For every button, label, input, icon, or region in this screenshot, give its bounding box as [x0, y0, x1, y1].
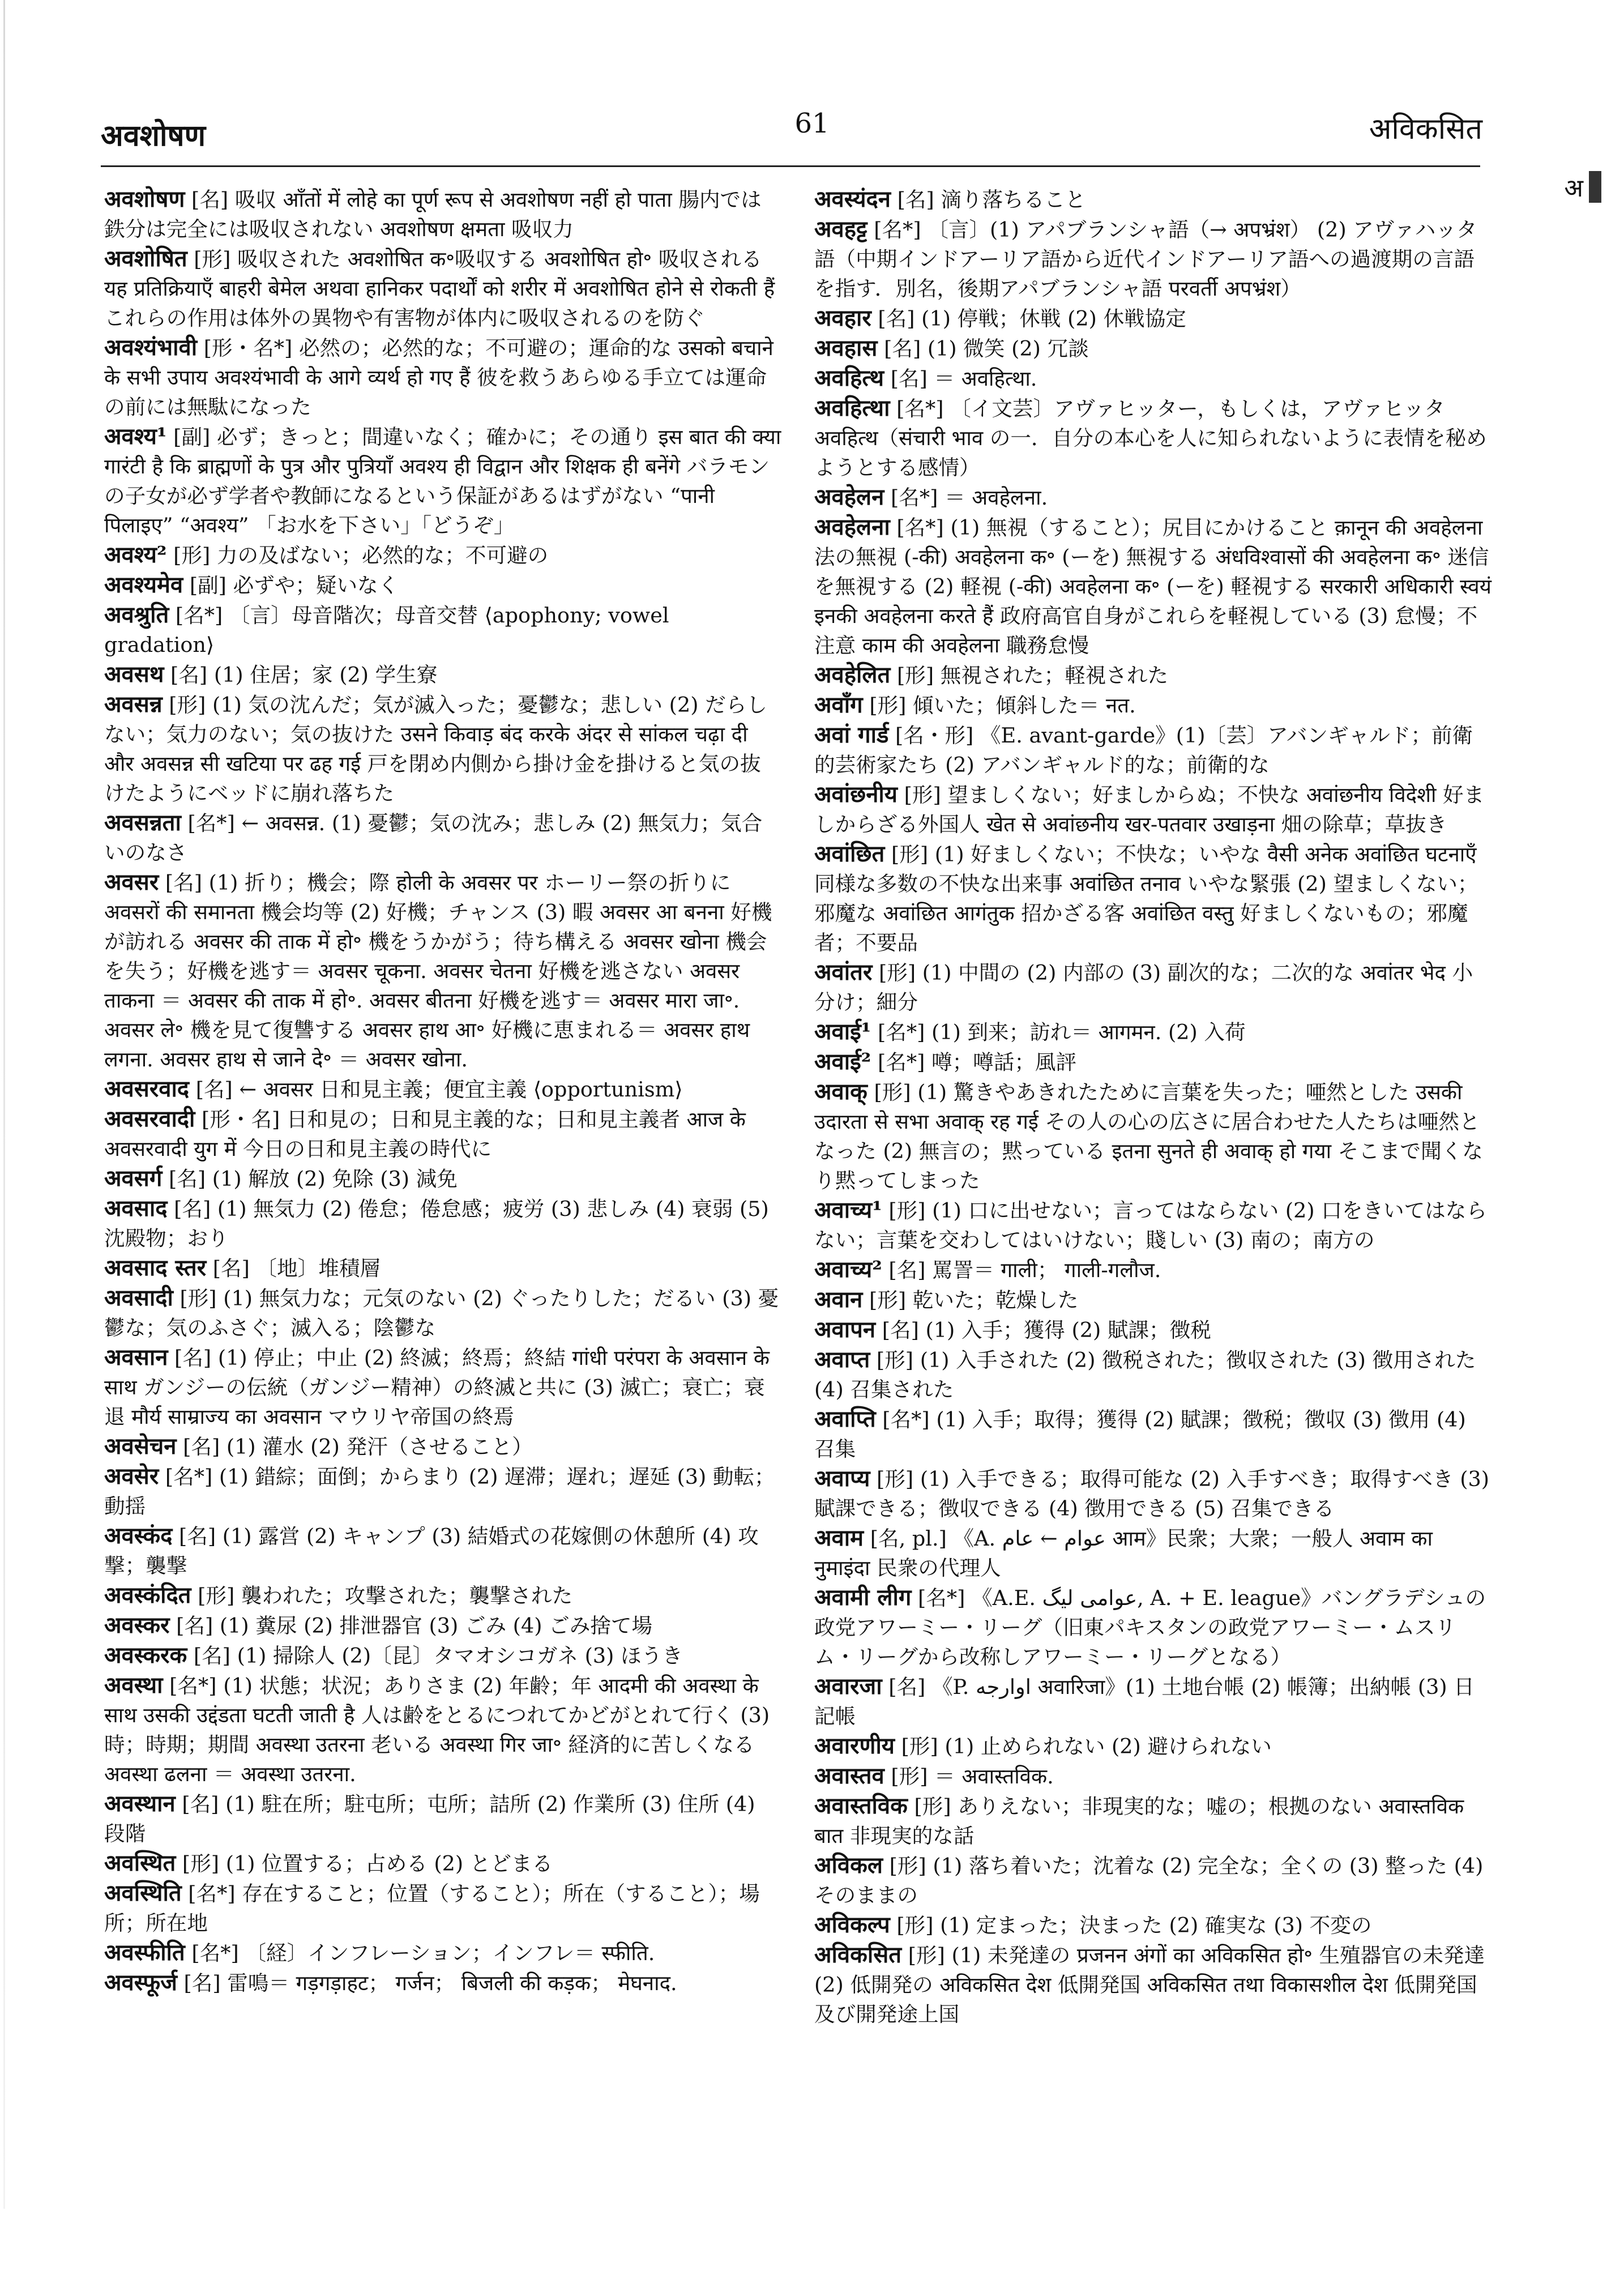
right-guideword: अविकसित [1369, 112, 1482, 146]
entry-definition: (1) 停止；中止 (2) 終滅；終焉；終結 गांधी परंपरा के अवसान के साथ ガンジーの伝統（ガンジー精神）の終滅と共に (3) 滅亡；衰亡；衰退 मौर्य साम्राज्य का अवसान マウリヤ帝国の終焉 [104, 1346, 770, 1429]
entry-headword: अवसेर [104, 1463, 159, 1489]
entry-headword: अवास्तव [814, 1762, 884, 1789]
entry-definition: ＝ अवहित्था. [934, 366, 1037, 391]
entry-headword: अवहेलना [814, 514, 890, 540]
dictionary-entry [104, 1343, 781, 1432]
entry-definition: (1) 入手できる；取得可能な (2) 入手すべき；取得すべき (3) 賦課できる；徴収できる (4) 徴用できる (5) 召集できる [814, 1467, 1490, 1521]
entry-definition: 〔言〕母音階次；母音交替 ⟨apophony; vowel gradation⟩ [104, 603, 669, 657]
entry-headword: अवस्था [104, 1672, 163, 1698]
entry-part-of-speech: [名] [178, 1524, 216, 1548]
dictionary-entry [814, 958, 1491, 1017]
entry-definition: (1) 入手；取得；獲得 (2) 賦課；徴税；徴収 (3) 徴用 (4) 召集 [814, 1407, 1466, 1461]
entry-definition: 無視された；軽視された [940, 663, 1169, 688]
entry-part-of-speech: [名*] [175, 603, 223, 628]
dictionary-entry [814, 690, 1491, 720]
entry-part-of-speech: [名] [182, 1792, 219, 1816]
entry-part-of-speech: [形] [869, 693, 907, 718]
entry-definition: (1) 無気力な；元気のない (2) ぐったりした；だるい (3) 憂鬱な；気のふさぐ；滅入る；陰鬱な [104, 1286, 779, 1340]
dictionary-entry [814, 1583, 1491, 1672]
entry-definition: (1) 折り；機会；際 होली के अवसर पर ホーリー祭の折りに अवसरों की समानता 機会均等 (2) 好機；チャンス (3) 暇 अवसर आ बनना 好機が訪れる अवसर की ताक में हो॰ 機をうかがう；待ち構える अवसर खोना 機会を失う；好機を逃す＝ अवसर चूकना. अवसर चेतना 好機を逃さない अवसर ताकना ＝ अवसर की ताक में हो॰. अवसर बीतना 好機を逃す＝ अवसर मारा जा॰. अवसर ले॰ 機を見て復讐する अवसर हाथ आ॰ 好機に恵まれる＝ अवसर हाथ लगना. अवसर हाथ से जाने दे॰ ＝ अवसर खोना. [104, 870, 772, 1072]
entry-definition: (1) 止められない (2) 避けられない [945, 1734, 1272, 1759]
entry-headword: अवाई¹ [814, 1018, 871, 1045]
dictionary-entry [104, 1611, 781, 1641]
entry-definition: ありえない；非現実的な；嘘の；根拠のない अवास्तविक बात 非現実的な話 [814, 1794, 1464, 1848]
entry-part-of-speech: [形] [182, 1851, 220, 1876]
entry-definition: (1) 灌水 (2) 発汗（させること） [226, 1435, 533, 1459]
dictionary-entry [814, 1761, 1491, 1791]
entry-definition: (1) 微笑 (2) 冗談 [927, 336, 1089, 361]
dictionary-entry [814, 1523, 1491, 1583]
entry-definition: ← अवसर 日和見主義；便宜主義 ⟨opportunism⟩ [239, 1077, 683, 1102]
entry-headword: अवसर [104, 869, 159, 895]
dictionary-entry [814, 660, 1491, 690]
dictionary-entry [814, 1464, 1491, 1523]
entry-headword: अवसादी [104, 1284, 173, 1311]
entry-headword: अवाप्ति [814, 1406, 876, 1432]
entry-headword: अवश्य¹ [104, 423, 167, 450]
entry-headword: अवाप्त [814, 1346, 870, 1373]
entry-headword: अवहट्ट [814, 216, 867, 242]
entry-definition: 力の及ばない；必然的な；不可避の [216, 543, 549, 567]
dictionary-entry [104, 1521, 781, 1581]
entry-definition: (1) 停戦；休戦 (2) 休戦協定 [921, 306, 1186, 331]
entry-part-of-speech: [形] [194, 247, 231, 271]
entry-part-of-speech: [名] [890, 366, 928, 391]
dictionary-entry [814, 185, 1491, 215]
entry-definition: 望ましくない；好ましからぬ；不快な अवांछनीय विदेशी 好ましからざる外国人 खेत से अवांछनीय खर-पतवार उखाड़ना 畑の除草；草抜き [814, 783, 1485, 836]
page-number: 61 [794, 108, 830, 139]
entry-headword: अवहार [814, 305, 871, 331]
entry-definition: 必ずや；疑いなく [233, 573, 399, 597]
entry-headword: अवस्यंदन [814, 186, 891, 212]
dictionary-entry [104, 1671, 781, 1789]
entry-definition: (1) 入手された (2) 徴税された；徴収された (3) 徴用された (4) 召集された [814, 1348, 1476, 1402]
entry-headword: अवहास [814, 335, 878, 361]
entry-definition: (1) 落ち着いた；沈着な (2) 完全な；全くの (3) 整った (4) そのままの [814, 1854, 1484, 1907]
entry-headword: अवसाद [104, 1195, 168, 1222]
dictionary-entry [104, 244, 781, 333]
entry-headword: अवसरवादी [104, 1106, 195, 1132]
entry-headword: अवस्फूर्ज [104, 1969, 177, 1996]
entry-definition: (1) 解放 (2) 免除 (3) 減免 [212, 1167, 458, 1191]
entry-headword: अवशोषण [104, 186, 185, 212]
entry-definition: (1) 中間の (2) 内部の (3) 副次的な；二次的な अवांतर भेद 小分け；細分 [814, 961, 1473, 1014]
entry-part-of-speech: [名*] [874, 217, 921, 242]
dictionary-entry [104, 570, 781, 600]
entry-definition: (1) 気の沈んだ；気が滅入った；憂鬱な；悲しい (2) だらしない；気力のない；気の抜けた उसने किवाड़ बंद करके अंदर से सांकल चढ़ा दी और अवसन्न सी खटिया पर ढह गई 戸を閉め内側から掛け金を掛けると気の抜けたようにベッドに崩れ落ちた [104, 693, 767, 805]
entry-headword: अवाच्य¹ [814, 1197, 882, 1223]
entry-part-of-speech: [名] [193, 1644, 230, 1668]
dictionary-entry [814, 1047, 1491, 1077]
entry-definition: (1) 錯綜；面倒；からまり (2) 遅滞；遅れ；遅延 (3) 動転；動揺 [104, 1465, 775, 1518]
dictionary-entry [104, 868, 781, 1074]
dictionary-entry [814, 1791, 1491, 1851]
dictionary-entry [814, 483, 1491, 513]
entry-part-of-speech: [名*] [896, 396, 944, 421]
dictionary-entry [104, 185, 781, 244]
entry-part-of-speech: [名*] [165, 1465, 213, 1489]
dictionary-entry [104, 1581, 781, 1611]
entry-headword: अवाक् [814, 1078, 867, 1105]
entry-definition: 〔言〕(1) アパブランシャ語（→ अपभ्रंश） (2) アヴァハッタ語（中期インドアーリア語から近代インドアーリア語への過渡期の言語を指す．別名，後期アパブランシャ語 परवर्ती अपभ्रंश） [814, 217, 1477, 301]
entry-part-of-speech: [形] [889, 1854, 926, 1878]
entry-definition: (1) 口に出せない；言ってはならない (2) 口をきいてはならない；言葉を交わしてはいけない；賤しい (3) 南の；南方の [814, 1198, 1487, 1252]
entry-part-of-speech: [形・名*] [203, 336, 293, 360]
entry-definition: (1) 定まった；決まった (2) 確実な (3) 不変の [940, 1913, 1372, 1937]
entry-part-of-speech: [名*] [877, 1050, 925, 1074]
entry-headword: अवसन्नता [104, 809, 181, 836]
entry-part-of-speech: [副] [189, 573, 226, 597]
entry-part-of-speech: [名] [191, 187, 229, 212]
dictionary-entry [104, 690, 781, 808]
entry-definition: 滴り落ちること [941, 187, 1086, 212]
entry-headword: अवश्रुति [104, 601, 169, 628]
entry-definition: ＝ अवहेलना. [945, 485, 1048, 510]
entry-part-of-speech: [形] [891, 1764, 928, 1789]
entry-definition: (1) 露営 (2) キャンプ (3) 結婚式の花嫁側の休憩所 (4) 攻撃；襲撃 [104, 1524, 759, 1578]
entry-headword: अवसाद स्तर [104, 1254, 207, 1281]
entry-definition: (1) 糞尿 (2) 排泄器官 (3) ごみ (4) ごみ捨て場 [219, 1614, 653, 1638]
entry-part-of-speech: [名] [878, 306, 915, 331]
entry-part-of-speech: [形] [878, 961, 916, 985]
entry-part-of-speech: [名] [165, 870, 202, 895]
entry-definition: (1) 未発達の प्रजनन अंगों का अविकसित हो॰ 生殖器官の未発達 (2) 低開発の अविकसित देश 低開発国 अविकसित तथा विकासशील देश 低開発国及び開発途上国 [814, 1943, 1485, 2026]
entry-headword: अवास्तविक [814, 1792, 908, 1819]
dictionary-entry [104, 660, 781, 690]
dictionary-entry [104, 422, 781, 540]
dictionary-entry [104, 1879, 781, 1938]
entry-definition: (1) 無気力 (2) 倦怠；倦怠感；疲労 (3) 悲しみ (4) 衰弱 (5) 沈殿物；おり [104, 1197, 769, 1250]
entry-part-of-speech: [名] [170, 663, 208, 687]
entry-definition: 《A.E. عوامی لیگ, A. + E. league》バングラデシュの政党アワーミー・リーグ（旧東パキスタンの政党アワーミー・ムスリム・リーグから改称しアワーミー・リーグとなる） [814, 1586, 1486, 1669]
entry-part-of-speech: [形] [896, 663, 934, 688]
entry-part-of-speech: [名] [174, 1346, 212, 1370]
entry-definition: 吸収 आँतों में लोहे का पूर्ण रूप से अवशोषण नहीं हो पाता 腸内では鉄分は完全には吸収されない अवशोषण क्षमता 吸収力 [104, 187, 762, 241]
entry-headword: अविकल्प [814, 1911, 890, 1938]
dictionary-entry [814, 1910, 1491, 1940]
left-guideword: अवशोषण [101, 118, 206, 153]
page-header [0, 108, 1624, 159]
right-column [814, 185, 1491, 2029]
dictionary-entry [104, 600, 781, 660]
entry-part-of-speech: [形] [914, 1794, 951, 1819]
entry-part-of-speech: [名*] [187, 811, 235, 835]
dictionary-entry [104, 333, 781, 422]
entry-definition: 襲われた；攻撃された；襲撃された [241, 1584, 573, 1608]
entry-part-of-speech: [名*] [877, 1020, 925, 1044]
entry-part-of-speech: [名] [183, 1971, 221, 1995]
dictionary-entry [104, 1074, 781, 1104]
entry-part-of-speech: [名*] [188, 1881, 236, 1906]
dictionary-entry [104, 1164, 781, 1194]
entry-headword: अवांतर [814, 959, 873, 985]
entry-headword: अवामी लीग [814, 1584, 912, 1611]
dictionary-entry [814, 1731, 1491, 1761]
entry-headword: अवस्थित [104, 1850, 176, 1876]
entry-headword: अवारणीय [814, 1732, 895, 1759]
entry-part-of-speech: [名] [174, 1197, 211, 1221]
entry-headword: अवस्करक [104, 1642, 187, 1668]
dictionary-entry [104, 1253, 781, 1283]
entry-part-of-speech: [形] [874, 1080, 911, 1104]
entry-headword: अवहेलित [814, 661, 891, 688]
section-letter: अ [1564, 174, 1583, 203]
entry-headword: अवस्फीति [104, 1939, 185, 1966]
entry-part-of-speech: [名*] [918, 1586, 965, 1610]
entry-part-of-speech: [形] [173, 543, 211, 567]
dictionary-entry [814, 1077, 1491, 1196]
entry-definition: 必然の；必然的な；不可避の；運命的な उसको बचाने के सभी उपाय अवश्यंभावी के आगे व्यर्थ हो गए हैं 彼を救うあらゆる手立ては運命の前には無駄になった [104, 336, 773, 419]
entry-definition: 《P. اوارجه अवारिजा》(1) 土地台帳 (2) 帳簿；出納帳 (3) 日記帳 [814, 1675, 1475, 1728]
dictionary-entry [104, 1432, 781, 1462]
entry-headword: अवांछनीय [814, 781, 898, 808]
entry-definition: 雷鳴＝ गड़गड़ाहट； गर्जन； बिजली की कड़क； मेघनाद. [227, 1971, 677, 1995]
dictionary-entry [104, 1104, 781, 1164]
dictionary-entry [814, 1196, 1491, 1255]
entry-definition: (1) 駐在所；駐屯所；屯所；詰所 (2) 作業所 (3) 住所 (4) 段階 [104, 1792, 755, 1846]
dictionary-entry [814, 1940, 1491, 2029]
entry-headword: अवहित्थ [814, 365, 884, 391]
entry-headword: अवश्यंभावी [104, 334, 198, 361]
entry-definition: (1) 掃除人 (2)〔昆〕タマオシコガネ (3) ほうき [237, 1644, 683, 1668]
entry-headword: अवाम [814, 1525, 864, 1551]
entry-part-of-speech: [形] [908, 1943, 945, 1967]
entry-part-of-speech: [名] [888, 1675, 926, 1699]
dictionary-entry [814, 334, 1491, 364]
entry-part-of-speech: [名] [195, 1077, 233, 1102]
entry-part-of-speech: [名] [884, 336, 921, 361]
entry-definition: 乾いた；乾燥した [912, 1288, 1079, 1312]
entry-headword: अविकसित [814, 1941, 902, 1968]
entry-part-of-speech: [副] [173, 425, 211, 449]
entry-part-of-speech: [形] [169, 693, 206, 717]
dictionary-entry [814, 1017, 1491, 1047]
dictionary-entry [814, 215, 1491, 304]
entry-definition: ＝ अवास्तविक. [934, 1764, 1054, 1789]
entry-definition: ← अवसन्न. (1) 憂鬱；気の沈み；悲しみ (2) 無気力；気合いのなさ [104, 811, 763, 865]
entry-headword: अवस्कंदित [104, 1582, 191, 1608]
dictionary-entry [104, 808, 781, 868]
entry-part-of-speech: [形] [888, 1198, 926, 1223]
entry-headword: अवस्थान [104, 1790, 176, 1817]
entry-definition: 〔経〕インフレーション；インフレ＝ स्फीति. [245, 1941, 655, 1965]
entry-part-of-speech: [形] [891, 842, 929, 867]
entry-part-of-speech: [形] [876, 1348, 914, 1372]
entry-part-of-speech: [名] [212, 1256, 250, 1281]
entry-definition: 存在すること；位置（すること）；所在（すること）；場所；所在地 [104, 1881, 760, 1935]
entry-headword: अवसन्न [104, 691, 163, 718]
dictionary-entry [814, 1672, 1491, 1731]
dictionary-entry [814, 720, 1491, 780]
entry-part-of-speech: [形] [180, 1286, 217, 1311]
dictionary-entry [814, 1285, 1491, 1315]
entry-definition: (1) 好ましくない；不快な；いやな वैसी अनेक अवांछित घटनाएँ 同様な多数の不快な出来事 अवांछित तनाव いやな緊張 (2) 望ましくない；邪魔な अवांछित आगंतुक 招かざる客 अवांछित वस्तु 好ましくないもの；邪魔者；不要品 [814, 842, 1478, 955]
entry-part-of-speech: [名] [169, 1167, 206, 1191]
dictionary-entry [814, 1405, 1491, 1464]
entry-definition: (1) 無視（すること）；尻目にかけること क़ानून की अवहेलना 法の無視 (-की) अवहेलना क॰ (ーを) 無視する अंधविश्वासों की अवहेलना क॰ 迷信を無視する (2) 軽視 (-की) अवहेलना क॰ (ーを) 軽視する सरकारी अधिकारी स्वयं इनकी अवहेलना करते हैं 政府高官自身がこれらを軽視している (3) 怠慢；不注意 काम की अवहेलना 職務怠慢 [814, 515, 1491, 658]
entry-definition: (1) 住居；家 (2) 学生寮 [213, 663, 438, 687]
entry-headword: अवापन [814, 1316, 876, 1343]
dictionary-entry [104, 1968, 781, 1998]
dictionary-entry [814, 1851, 1491, 1910]
entry-definition: 〔イ文芸〕アヴァヒッター，もしくは，アヴァヒッタ अवहित्थ（संचारी भाव の一．自分の本心を人に知られないように表情を秘めようとする感情） [814, 396, 1487, 480]
dictionary-entry [814, 1255, 1491, 1285]
entry-headword: अवाच्य² [814, 1256, 882, 1283]
entry-headword: अवस्कंद [104, 1522, 173, 1549]
entry-headword: अवाँग [814, 692, 863, 718]
entry-definition: 吸収された अवशोषित क॰吸収する अवशोषित हो॰ 吸収される यह प्रतिक्रियाएँ बाहरी बेमेल अथवा हानिकर पदार्थों को शरीर में अवशोषित होने से रोकती हैं これらの作用は体外の異物や有害物が体内に吸収されるのを防ぐ [104, 247, 775, 330]
entry-definition: (1) 驚きやあきれたために言葉を失った；唖然とした उसकी उदारता से सभा अवाक् रह गई その人の心の広さに居合わせた人たちは唖然となった (2) 無言の；黙っている इतना सुनते ही अवाक् हो गया そこまで聞くなり黙ってしまった [814, 1080, 1483, 1193]
entry-part-of-speech: [形] [901, 1734, 938, 1759]
entry-headword: अवां गार्ड [814, 722, 889, 748]
dictionary-entry [104, 1938, 781, 1968]
entry-headword: अवसर्ग [104, 1165, 163, 1192]
entry-part-of-speech: [名] [897, 187, 934, 212]
entry-part-of-speech: [形] [198, 1584, 235, 1608]
entry-headword: अवसथ [104, 661, 164, 688]
entry-headword: अवश्य² [104, 541, 167, 568]
entry-definition: 日和見の；日和見主義的な；日和見主義者 आज के अवसरवादी युग में 今日の日和見主義の時代に [104, 1107, 746, 1161]
section-thumb-tab [1564, 170, 1601, 204]
entry-definition: (1) 到来；訪れ＝ आगमन. (2) 入荷 [931, 1020, 1246, 1044]
dictionary-entry [104, 1849, 781, 1879]
entry-headword: अवसान [104, 1344, 168, 1371]
entry-part-of-speech: [形] [896, 1913, 934, 1937]
entry-part-of-speech: [形] [904, 783, 941, 807]
dictionary-entry [814, 513, 1491, 660]
dictionary-entry [104, 1462, 781, 1521]
dictionary-entry [814, 780, 1491, 839]
entry-part-of-speech: [名*] [891, 485, 938, 510]
entry-part-of-speech: [名, pl.] [870, 1526, 947, 1551]
dictionary-entry [104, 1194, 781, 1253]
dictionary-entry [814, 1345, 1491, 1405]
entry-part-of-speech: [名] [882, 1318, 919, 1342]
entry-definition: 必ず；きっと；間違いなく；確かに；その通り इस बात की क्या गारंटी है कि ब्राह्मणों के पुत्र और पुत्रियाँ अवश्य ही विद्वान और शिक्षक ही बनेंगे バラモンの子女が必ず学者や教師になるという保証があるはずがない “पानी पिलाइए” “अवश्य” 「お水を下さい」「どうぞ」 [104, 425, 781, 537]
entry-definition: 罵詈＝ गाली； गाली-गलौज. [932, 1258, 1161, 1282]
entry-definition: 〔地〕堆積層 [256, 1256, 381, 1281]
entry-definition: 《E. avant-garde》(1)〔芸〕アバンギャルド；前衛的芸術家たち (2) アバンギャルド的な；前衛的な [814, 723, 1473, 777]
binding-edge [3, 0, 5, 2209]
left-column [104, 185, 781, 1998]
entry-headword: अवस्थिति [104, 1880, 182, 1906]
header-rule [101, 165, 1480, 167]
dictionary-entry [814, 394, 1491, 483]
entry-part-of-speech: [名*] [882, 1407, 930, 1432]
entry-part-of-speech: [名*] [191, 1941, 239, 1965]
entry-headword: अवाई² [814, 1048, 871, 1075]
entry-headword: अवान [814, 1286, 863, 1313]
entry-part-of-speech: [名] [176, 1614, 213, 1638]
entry-definition: 《A. عوام ← عام आम》民衆；大衆；一般人 अवाम का नुमाइंदा 民衆の代理人 [814, 1526, 1433, 1580]
entry-part-of-speech: [名] [888, 1258, 926, 1282]
entry-headword: अविकल [814, 1852, 883, 1879]
entry-headword: अवांछित [814, 840, 885, 867]
dictionary-entry [104, 540, 781, 570]
entry-part-of-speech: [形・名] [202, 1107, 280, 1132]
entry-definition: 傾いた；傾斜した＝ नत. [913, 693, 1136, 718]
entry-part-of-speech: [名・形] [895, 723, 974, 748]
dictionary-entry [814, 304, 1491, 334]
dictionary-entry [104, 1789, 781, 1849]
entry-headword: अवारजा [814, 1673, 882, 1700]
entry-part-of-speech: [形] [877, 1467, 914, 1491]
entry-definition: (1) 状態；状況；ありさま (2) 年齢；年 आदमी की अवस्था के साथ उसकी उद्दंडता घटती जाती है 人は齢をとるにつれてかどがとれて行く (3) 時；時期；期間 अवस्था उतरना 老いる अवस्था गिर जा॰ 経済的に苦しくなる अवस्था ढलना ＝ अवस्था उतरना. [104, 1674, 770, 1786]
dictionary-entry [104, 1641, 781, 1671]
entry-part-of-speech: [名] [183, 1435, 220, 1459]
entry-definition: (1) 位置する；占める (2) とどまる [225, 1851, 553, 1876]
entry-definition: (1) 入手；獲得 (2) 賦課；徴税 [925, 1318, 1211, 1342]
dictionary-entry [104, 1283, 781, 1343]
entry-headword: अवहित्था [814, 395, 890, 421]
entry-headword: अवसरवाद [104, 1075, 190, 1102]
entry-headword: अवस्कर [104, 1612, 170, 1638]
entry-headword: अवहेलन [814, 484, 884, 510]
entry-headword: अवाप्य [814, 1465, 870, 1492]
entry-definition: 噂；噂話；風評 [931, 1050, 1077, 1074]
entry-headword: अवसेचन [104, 1433, 177, 1459]
dictionary-entry [814, 839, 1491, 958]
entry-part-of-speech: [形] [869, 1288, 907, 1312]
entry-headword: अवशोषित [104, 245, 187, 272]
thumb-tab-bar [1589, 171, 1601, 203]
entry-part-of-speech: [名*] [896, 515, 944, 540]
entry-headword: अवश्यमेव [104, 571, 183, 598]
entry-part-of-speech: [名*] [169, 1674, 217, 1698]
dictionary-entry [814, 364, 1491, 394]
dictionary-entry [814, 1315, 1491, 1345]
